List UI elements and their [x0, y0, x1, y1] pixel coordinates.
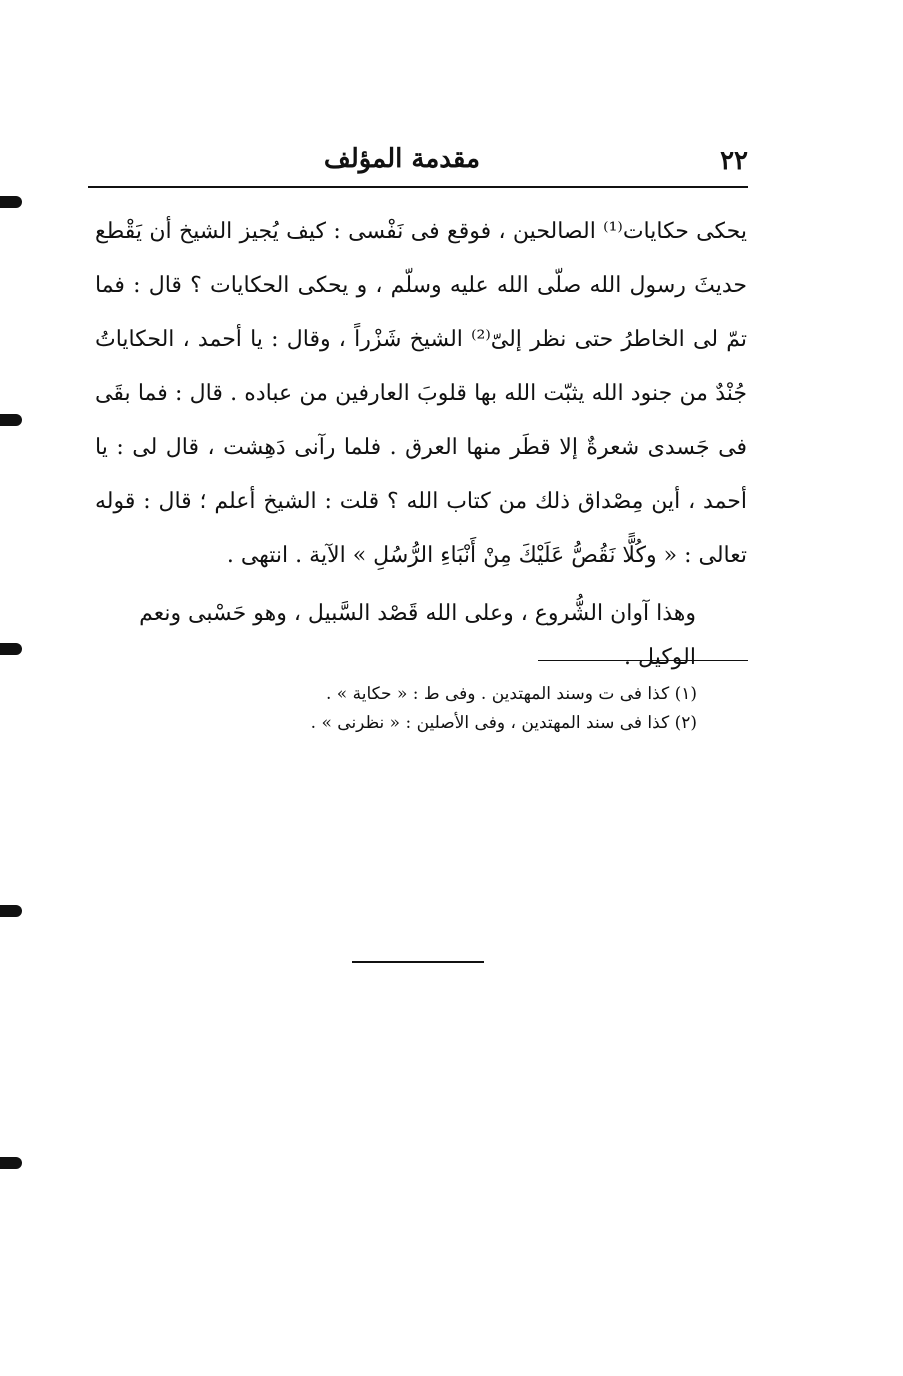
- page-number: ٢٢: [720, 146, 748, 176]
- binding-mark: [0, 643, 22, 655]
- binding-mark: [0, 905, 22, 917]
- closing-line: وهذا آوان الشُّروع ، وعلى الله قَصْد السَّبيل ، وهو حَسْبى ونعم الوكيل .: [139, 601, 696, 670]
- main-text: [95, 205, 747, 583]
- binding-mark: [0, 414, 22, 426]
- header-rule: [88, 186, 748, 188]
- footnote-1: (١) كذا فى ت وسند المهتدين . وفى ط : « حكاية » .: [326, 684, 697, 704]
- binding-mark: [0, 196, 22, 208]
- binding-mark: [0, 1157, 22, 1169]
- footnotes: [150, 680, 697, 738]
- footnote-rule: [538, 660, 748, 661]
- running-header: [92, 140, 748, 182]
- end-rule: [352, 961, 484, 963]
- footnote-2: (٢) كذا فى سند المهتدين ، وفى الأصلين : « نظرنى » .: [310, 713, 697, 733]
- running-title: مقدمة المؤلف: [323, 144, 480, 174]
- main-paragraph: يحكى حكايات⁽¹⁾ الصالحين ، فوقع فى نَفْسى : كيف يُجيز الشيخ أن يَقْطع حديثَ رسول الله صلّى الله عليه وسلّم ، و يحكى الحكايات ؟ قال : فما تمّ لى الخاطرُ حتى نظر إلىّ⁽²⁾ الشيخ شَزْراً ، وقال : يا أحمد ، الحكاياتُ جُنْدٌ من جنود الله يثبّت الله بها قلوبَ العارفين من عباده . قال : فما بقَى فى جَسدى شعرةٌ إلا قطَر منها العرق . فلما رآنى دَهِشت ، قال لى : يا أحمد ، أين مِصْداق ذلك من كتاب الله ؟ قلت : الشيخ أعلم ؛ قال : قوله تعالى : « وكُلًّا نَقُصُّ عَلَيْكَ مِنْ أَنْبَاءِ الرُّسُلِ » الآية . انتهى .: [95, 219, 747, 568]
